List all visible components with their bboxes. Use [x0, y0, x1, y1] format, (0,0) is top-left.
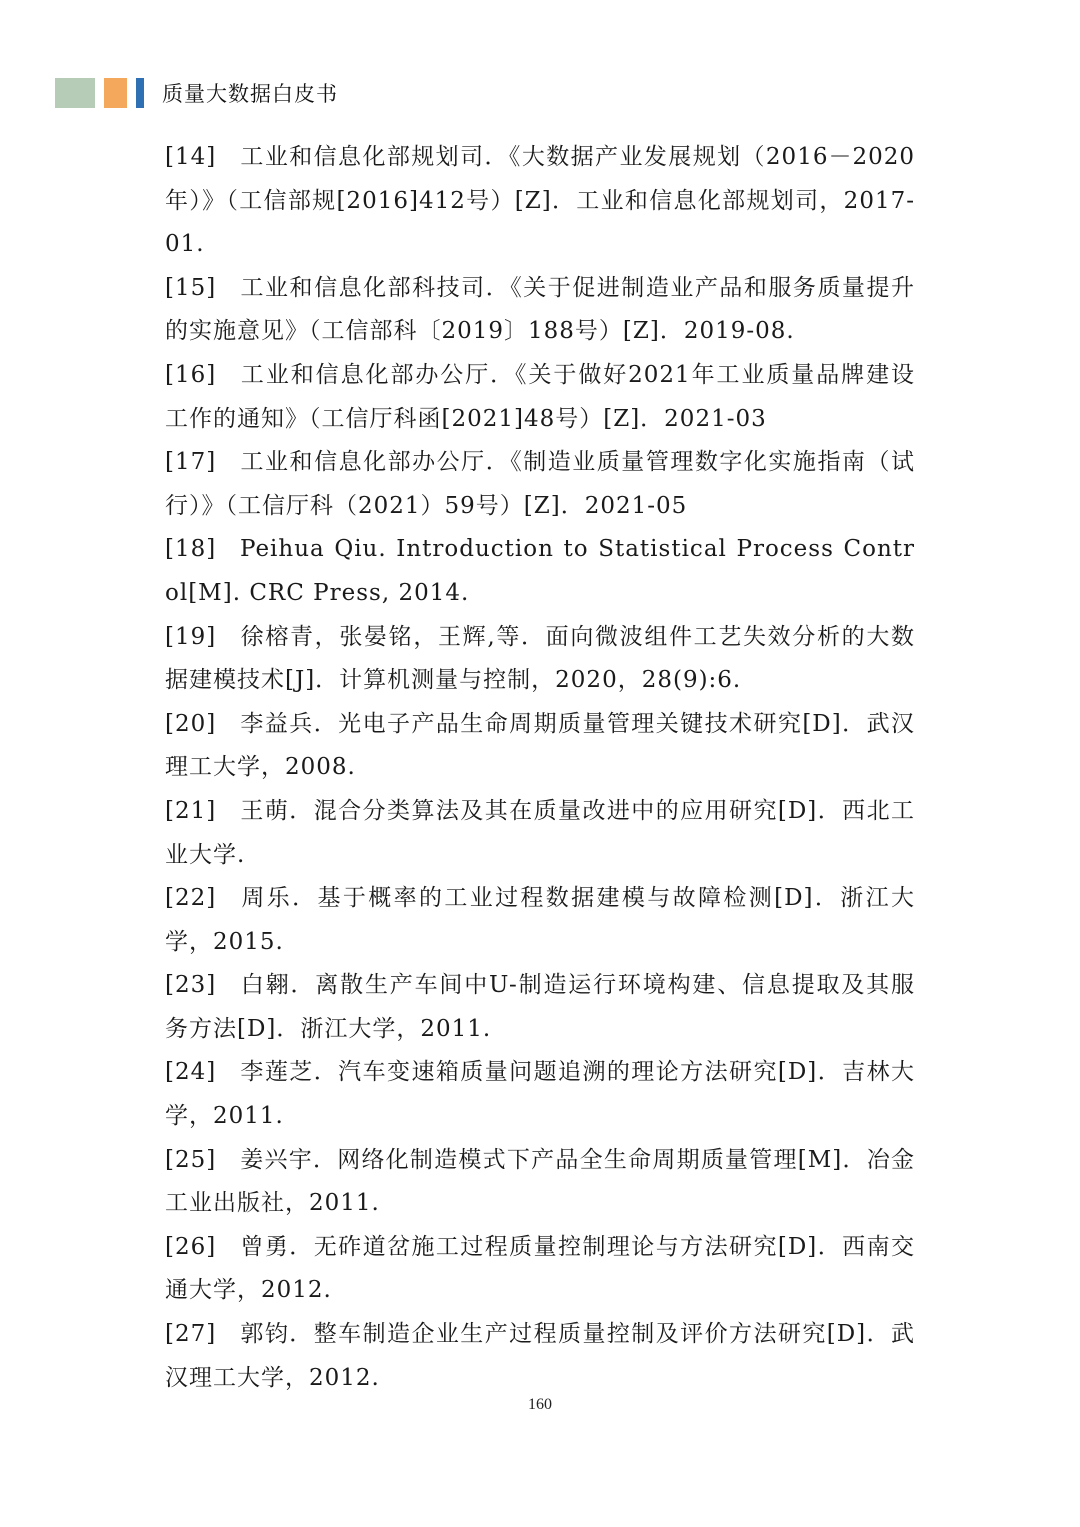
reference-text: Peihua Qiu. Introduction to Statistical Process Control[M]. CRC Press, 2014. [165, 536, 915, 606]
header-title: 质量大数据白皮书 [162, 82, 338, 106]
reference-number: [20] [165, 710, 217, 737]
reference-number: [22] [165, 885, 217, 912]
reference-item [165, 354, 915, 441]
reference-number: [27] [165, 1321, 217, 1348]
header-orange-block [104, 78, 127, 108]
reference-item [165, 790, 915, 877]
reference-text: 郭钧．整车制造企业生产过程质量控制及评价方法研究[D]．武汉理工大学，2012. [165, 1321, 915, 1391]
reference-number: [18] [165, 536, 217, 563]
reference-item [165, 616, 915, 703]
reference-number: [17] [165, 449, 217, 476]
reference-number: [21] [165, 797, 217, 824]
reference-item [165, 1139, 915, 1226]
reference-text: 工业和信息化部办公厅．《制造业质量管理数字化实施指南（试行）》（工信厅科（2021）59号）[Z]．2021-05 [165, 449, 915, 519]
reference-number: [26] [165, 1233, 217, 1260]
reference-item [165, 1051, 915, 1138]
reference-item [165, 964, 915, 1051]
reference-text: 曾勇．无砟道岔施工过程质量控制理论与方法研究[D]．西南交通大学，2012. [165, 1233, 915, 1304]
reference-text: 周乐．基于概率的工业过程数据建模与故障检测[D]．浙江大学，2015. [165, 885, 915, 955]
reference-item [165, 136, 915, 267]
reference-text: 白翱．离散生产车间中U-制造运行环境构建、信息提取及其服务方法[D]．浙江大学，2011. [165, 972, 915, 1042]
reference-item [165, 528, 915, 615]
reference-text: 姜兴宇．网络化制造模式下产品全生命周期质量管理[M]．冶金工业出版社，2011. [165, 1146, 915, 1217]
reference-item [165, 441, 915, 528]
reference-text: 工业和信息化部规划司．《大数据产业发展规划（2016－2020年）》（工信部规[2016]412号）[Z]．工业和信息化部规划司，2017-01. [165, 144, 915, 258]
reference-item [165, 1313, 915, 1400]
reference-text: 王萌．混合分类算法及其在质量改进中的应用研究[D]．西北工业大学. [165, 797, 915, 868]
reference-number: [19] [165, 623, 217, 650]
reference-text: 李益兵．光电子产品生命周期质量管理关键技术研究[D]．武汉理工大学，2008. [165, 710, 915, 781]
reference-item [165, 1226, 915, 1313]
reference-text: 工业和信息化部办公厅．《关于做好2021年工业质量品牌建设工作的通知》（工信厅科函[2021]48号）[Z]．2021-03 [165, 361, 915, 432]
page-header [55, 78, 338, 108]
reference-list [165, 136, 915, 1400]
reference-number: [24] [165, 1059, 217, 1086]
reference-item [165, 703, 915, 790]
reference-text: 徐榕青，张晏铭，王辉,等．面向微波组件工艺失效分析的大数据建模技术[J]．计算机测量与控制，2020，28(9):6. [165, 623, 915, 694]
page-number: 160 [528, 1396, 552, 1413]
reference-number: [23] [165, 972, 217, 999]
reference-number: [25] [165, 1146, 217, 1173]
reference-item [165, 267, 915, 354]
reference-number: [16] [165, 361, 217, 388]
reference-text: 李莲芝．汽车变速箱质量问题追溯的理论方法研究[D]．吉林大学，2011. [165, 1059, 915, 1130]
reference-text: 工业和信息化部科技司．《关于促进制造业产品和服务质量提升的实施意见》（工信部科〔2019〕188号）[Z]．2019-08. [165, 274, 915, 345]
reference-number: [15] [165, 274, 217, 301]
header-green-block [55, 78, 95, 108]
reference-item [165, 877, 915, 964]
header-blue-block [136, 78, 144, 108]
reference-number: [14] [165, 144, 217, 170]
